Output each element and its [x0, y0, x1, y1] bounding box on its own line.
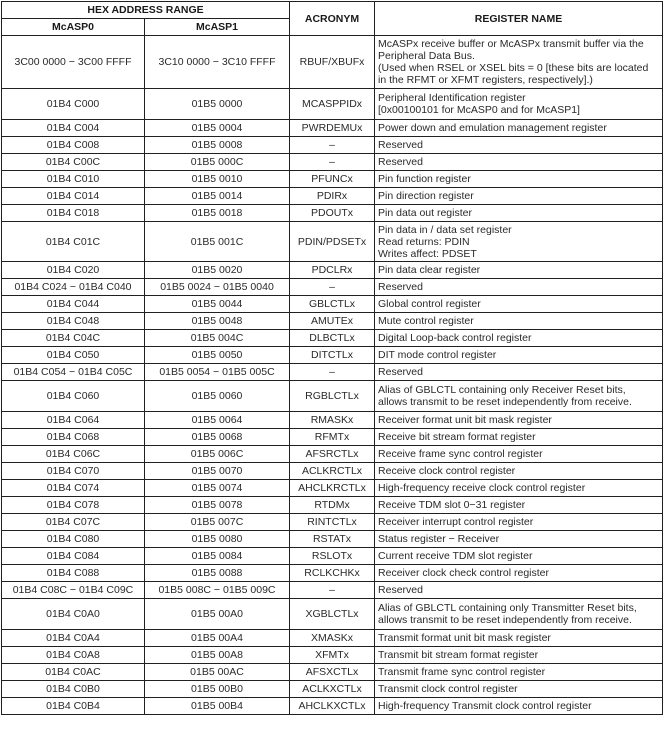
- mcasp1-header: McASP1: [145, 19, 290, 36]
- mcasp0-address: 01B4 C018: [2, 205, 145, 222]
- mcasp1-address: 01B5 0050: [145, 347, 290, 364]
- mcasp0-address: 01B4 C07C: [2, 514, 145, 531]
- table-row: [2, 262, 663, 279]
- register-name: [375, 531, 663, 548]
- register-acronym: –: [290, 364, 375, 381]
- register-name-line: Pin data clear register: [378, 264, 481, 276]
- mcasp0-address: 01B4 C00C: [2, 154, 145, 171]
- table-row: [2, 222, 663, 262]
- table-row: [2, 429, 663, 446]
- mcasp1-address: 01B5 0024 − 01B5 0040: [145, 279, 290, 296]
- register-name-header: REGISTER NAME: [375, 2, 663, 36]
- mcasp1-address: 01B5 0060: [145, 381, 290, 412]
- mcasp1-address: 01B5 0018: [145, 205, 290, 222]
- mcasp1-address: 01B5 0074: [145, 480, 290, 497]
- register-name-line: in the RFMT or XFMT registers, respectively].): [378, 74, 593, 86]
- register-acronym: RINTCTLx: [290, 514, 375, 531]
- register-name: [375, 262, 663, 279]
- register-name-line: Transmit bit stream format register: [378, 649, 539, 661]
- mcasp0-address: 01B4 C070: [2, 463, 145, 480]
- table-row: [2, 364, 663, 381]
- register-name-line: Receiver format unit bit mask register: [378, 414, 552, 426]
- mcasp0-address: 01B4 C0A8: [2, 647, 145, 664]
- register-acronym: AMUTEx: [290, 313, 375, 330]
- register-name-line: High-frequency receive clock control register: [378, 482, 586, 494]
- register-name-line: Pin direction register: [378, 190, 474, 202]
- table-row: [2, 531, 663, 548]
- table-row: [2, 330, 663, 347]
- register-name: [375, 137, 663, 154]
- mcasp0-address: 01B4 C088: [2, 565, 145, 582]
- table-row: [2, 205, 663, 222]
- register-acronym: –: [290, 137, 375, 154]
- register-name: [375, 205, 663, 222]
- register-name-line: Receive TDM slot 0−31 register: [378, 499, 526, 511]
- register-name-line: Receive bit stream format register: [378, 431, 536, 443]
- register-acronym: XFMTx: [290, 647, 375, 664]
- register-name: [375, 463, 663, 480]
- mcasp0-address: 01B4 C024 − 01B4 C040: [2, 279, 145, 296]
- mcasp0-address: 01B4 C08C − 01B4 C09C: [2, 582, 145, 599]
- mcasp1-address: 01B5 00B4: [145, 698, 290, 715]
- register-acronym: RCLKCHKx: [290, 565, 375, 582]
- table-row: [2, 463, 663, 480]
- mcasp1-address: 01B5 0088: [145, 565, 290, 582]
- register-name: [375, 664, 663, 681]
- table-row: [2, 582, 663, 599]
- register-name-line: Receive clock control register: [378, 465, 516, 477]
- register-acronym: PDIRx: [290, 188, 375, 205]
- register-name-line: Alias of GBLCTL containing only Receiver Reset bits,: [378, 384, 626, 396]
- register-name-line: Transmit clock control register: [378, 683, 518, 695]
- register-name-line: Reserved: [378, 139, 423, 151]
- register-name: [375, 429, 663, 446]
- register-acronym: –: [290, 279, 375, 296]
- register-name-line: Writes affect: PDSET: [378, 247, 477, 260]
- mcasp1-address: 01B5 0048: [145, 313, 290, 330]
- mcasp0-address: 01B4 C078: [2, 497, 145, 514]
- register-acronym: RSTATx: [290, 531, 375, 548]
- mcasp1-address: 01B5 0044: [145, 296, 290, 313]
- mcasp1-address: 3C10 0000 − 3C10 FFFF: [145, 36, 290, 89]
- register-name: [375, 599, 663, 630]
- table-body: [2, 36, 663, 715]
- table-row: [2, 412, 663, 429]
- register-acronym: –: [290, 154, 375, 171]
- register-map-table: [1, 1, 663, 715]
- mcasp1-address: 01B5 0014: [145, 188, 290, 205]
- register-name-line: Receive frame sync control register: [378, 448, 543, 460]
- mcasp1-address: 01B5 007C: [145, 514, 290, 531]
- table-row: [2, 120, 663, 137]
- mcasp0-address: 01B4 C050: [2, 347, 145, 364]
- mcasp0-header: McASP0: [2, 19, 145, 36]
- register-name: [375, 480, 663, 497]
- register-name-line: Reserved: [378, 366, 423, 378]
- register-name-line: allows transmit to be reset independently from receive.: [378, 396, 632, 408]
- table-row: [2, 681, 663, 698]
- mcasp1-address: 01B5 0080: [145, 531, 290, 548]
- mcasp0-address: 01B4 C000: [2, 89, 145, 120]
- mcasp0-address: 01B4 C064: [2, 412, 145, 429]
- register-acronym: –: [290, 582, 375, 599]
- register-acronym: RTDMx: [290, 497, 375, 514]
- register-name: [375, 412, 663, 429]
- register-name-line: Current receive TDM slot register: [378, 550, 533, 562]
- register-name: [375, 497, 663, 514]
- register-name-line: Pin data in / data set register: [378, 223, 512, 236]
- register-acronym: PWRDEMUx: [290, 120, 375, 137]
- register-acronym: XMASKx: [290, 630, 375, 647]
- table-row: [2, 548, 663, 565]
- mcasp0-address: 01B4 C060: [2, 381, 145, 412]
- mcasp1-address: 01B5 0084: [145, 548, 290, 565]
- register-name: [375, 647, 663, 664]
- register-name: [375, 446, 663, 463]
- register-name-line: Digital Loop-back control register: [378, 332, 532, 344]
- register-name-line: Transmit frame sync control register: [378, 666, 546, 678]
- register-name-line: High-frequency Transmit clock control register: [378, 700, 592, 712]
- mcasp0-address: 01B4 C054 − 01B4 C05C: [2, 364, 145, 381]
- mcasp1-address: 01B5 0078: [145, 497, 290, 514]
- mcasp1-address: 01B5 0000: [145, 89, 290, 120]
- table-row: [2, 381, 663, 412]
- register-name-line: DIT mode control register: [378, 349, 497, 361]
- register-acronym: GBLCTLx: [290, 296, 375, 313]
- register-name-line: Mute control register: [378, 315, 474, 327]
- register-name-line: Pin data out register: [378, 207, 472, 219]
- register-acronym: AFSXCTLx: [290, 664, 375, 681]
- register-acronym: RFMTx: [290, 429, 375, 446]
- register-name-line: Alias of GBLCTL containing only Transmitter Reset bits,: [378, 602, 637, 614]
- register-name: [375, 120, 663, 137]
- table-row: [2, 279, 663, 296]
- register-name-line: Transmit format unit bit mask register: [378, 632, 551, 644]
- table-row: [2, 296, 663, 313]
- register-name: [375, 698, 663, 715]
- mcasp1-address: 01B5 0010: [145, 171, 290, 188]
- register-acronym: DITCTLx: [290, 347, 375, 364]
- register-acronym: AHCLKXCTLx: [290, 698, 375, 715]
- mcasp0-address: 01B4 C0B4: [2, 698, 145, 715]
- mcasp0-address: 01B4 C0A0: [2, 599, 145, 630]
- table-row: [2, 599, 663, 630]
- register-acronym: ACLKRCTLx: [290, 463, 375, 480]
- mcasp1-address: 01B5 006C: [145, 446, 290, 463]
- register-name-line: Reserved: [378, 281, 423, 293]
- mcasp0-address: 01B4 C080: [2, 531, 145, 548]
- register-name: [375, 548, 663, 565]
- register-name-line: allows transmit to be reset independently from receive.: [378, 614, 632, 626]
- register-name: [375, 154, 663, 171]
- register-name-line: Peripheral Identification register: [378, 92, 526, 104]
- register-name: [375, 347, 663, 364]
- register-name: [375, 279, 663, 296]
- mcasp0-address: 01B4 C048: [2, 313, 145, 330]
- register-name: [375, 171, 663, 188]
- mcasp1-address: 01B5 0020: [145, 262, 290, 279]
- register-name: [375, 364, 663, 381]
- register-acronym: RGBLCTLx: [290, 381, 375, 412]
- table-row: [2, 565, 663, 582]
- mcasp0-address: 01B4 C074: [2, 480, 145, 497]
- mcasp0-address: 01B4 C04C: [2, 330, 145, 347]
- register-name: [375, 381, 663, 412]
- register-acronym: RBUF/XBUFx: [290, 36, 375, 89]
- register-name-line: Peripheral Data Bus.: [378, 50, 475, 62]
- register-name: [375, 89, 663, 120]
- mcasp0-address: 01B4 C014: [2, 188, 145, 205]
- register-name-line: Status register − Receiver: [378, 533, 500, 545]
- mcasp1-address: 01B5 00A4: [145, 630, 290, 647]
- mcasp0-address: 01B4 C008: [2, 137, 145, 154]
- register-acronym: XGBLCTLx: [290, 599, 375, 630]
- table-row: [2, 313, 663, 330]
- mcasp1-address: 01B5 0008: [145, 137, 290, 154]
- table-row: [2, 446, 663, 463]
- register-acronym: ACLKXCTLx: [290, 681, 375, 698]
- table-row: [2, 154, 663, 171]
- mcasp0-address: 01B4 C004: [2, 120, 145, 137]
- hex-address-range-header: HEX ADDRESS RANGE: [2, 2, 290, 19]
- register-name: [375, 514, 663, 531]
- register-name-line: Power down and emulation management register: [378, 122, 607, 134]
- mcasp1-address: 01B5 00A0: [145, 599, 290, 630]
- mcasp1-address: 01B5 004C: [145, 330, 290, 347]
- register-acronym: PDIN/PDSETx: [290, 222, 375, 262]
- register-acronym: DLBCTLx: [290, 330, 375, 347]
- register-acronym: RMASKx: [290, 412, 375, 429]
- table-row: [2, 647, 663, 664]
- register-name-line: Receiver interrupt control register: [378, 516, 534, 528]
- mcasp0-address: 01B4 C01C: [2, 222, 145, 262]
- register-name: [375, 681, 663, 698]
- register-acronym: RSLOTx: [290, 548, 375, 565]
- mcasp1-address: 01B5 000C: [145, 154, 290, 171]
- register-acronym: AFSRCTLx: [290, 446, 375, 463]
- mcasp0-address: 01B4 C0AC: [2, 664, 145, 681]
- table-row: [2, 171, 663, 188]
- register-name-line: Reserved: [378, 584, 423, 596]
- mcasp0-address: 01B4 C020: [2, 262, 145, 279]
- register-name: [375, 296, 663, 313]
- register-acronym: PDOUTx: [290, 205, 375, 222]
- mcasp1-address: 01B5 0004: [145, 120, 290, 137]
- register-name: [375, 222, 663, 262]
- mcasp1-address: 01B5 0054 − 01B5 005C: [145, 364, 290, 381]
- table-header: [2, 2, 663, 36]
- mcasp1-address: 01B5 008C − 01B5 009C: [145, 582, 290, 599]
- table-row: [2, 188, 663, 205]
- mcasp1-address: 01B5 001C: [145, 222, 290, 262]
- mcasp1-address: 01B5 0068: [145, 429, 290, 446]
- mcasp1-address: 01B5 0070: [145, 463, 290, 480]
- mcasp1-address: 01B5 00AC: [145, 664, 290, 681]
- register-acronym: PFUNCx: [290, 171, 375, 188]
- mcasp1-address: 01B5 00A8: [145, 647, 290, 664]
- mcasp1-address: 01B5 0064: [145, 412, 290, 429]
- register-name: [375, 630, 663, 647]
- register-name-line: Pin function register: [378, 173, 471, 185]
- table-row: [2, 698, 663, 715]
- register-name: [375, 582, 663, 599]
- table-row: [2, 36, 663, 89]
- acronym-header: ACRONYM: [290, 2, 375, 36]
- register-name: [375, 36, 663, 89]
- table-row: [2, 89, 663, 120]
- table-row: [2, 347, 663, 364]
- mcasp0-address: 01B4 C0B0: [2, 681, 145, 698]
- register-name: [375, 313, 663, 330]
- mcasp0-address: 01B4 C068: [2, 429, 145, 446]
- table-row: [2, 497, 663, 514]
- register-name-line: Receiver clock check control register: [378, 567, 549, 579]
- mcasp0-address: 01B4 C010: [2, 171, 145, 188]
- register-name-line: McASPx receive buffer or McASPx transmit buffer via the: [378, 38, 644, 50]
- mcasp0-address: 3C00 0000 − 3C00 FFFF: [2, 36, 145, 89]
- table-row: [2, 480, 663, 497]
- table-row: [2, 514, 663, 531]
- register-name: [375, 330, 663, 347]
- register-name-line: Reserved: [378, 156, 423, 168]
- register-name: [375, 565, 663, 582]
- register-name-line: [0x00100101 for McASP0 and for McASP1]: [378, 104, 580, 116]
- table-row: [2, 630, 663, 647]
- register-name-line: Global control register: [378, 298, 481, 310]
- register-name-line: (Used when RSEL or XSEL bits = 0 [these bits are located: [378, 62, 649, 74]
- mcasp0-address: 01B4 C044: [2, 296, 145, 313]
- register-name: [375, 188, 663, 205]
- mcasp0-address: 01B4 C0A4: [2, 630, 145, 647]
- mcasp0-address: 01B4 C084: [2, 548, 145, 565]
- register-acronym: AHCLKRCTLx: [290, 480, 375, 497]
- table-row: [2, 137, 663, 154]
- register-acronym: MCASPPIDx: [290, 89, 375, 120]
- mcasp0-address: 01B4 C06C: [2, 446, 145, 463]
- table-row: [2, 664, 663, 681]
- register-acronym: PDCLRx: [290, 262, 375, 279]
- register-name-line: Read returns: PDIN: [378, 235, 470, 248]
- mcasp1-address: 01B5 00B0: [145, 681, 290, 698]
